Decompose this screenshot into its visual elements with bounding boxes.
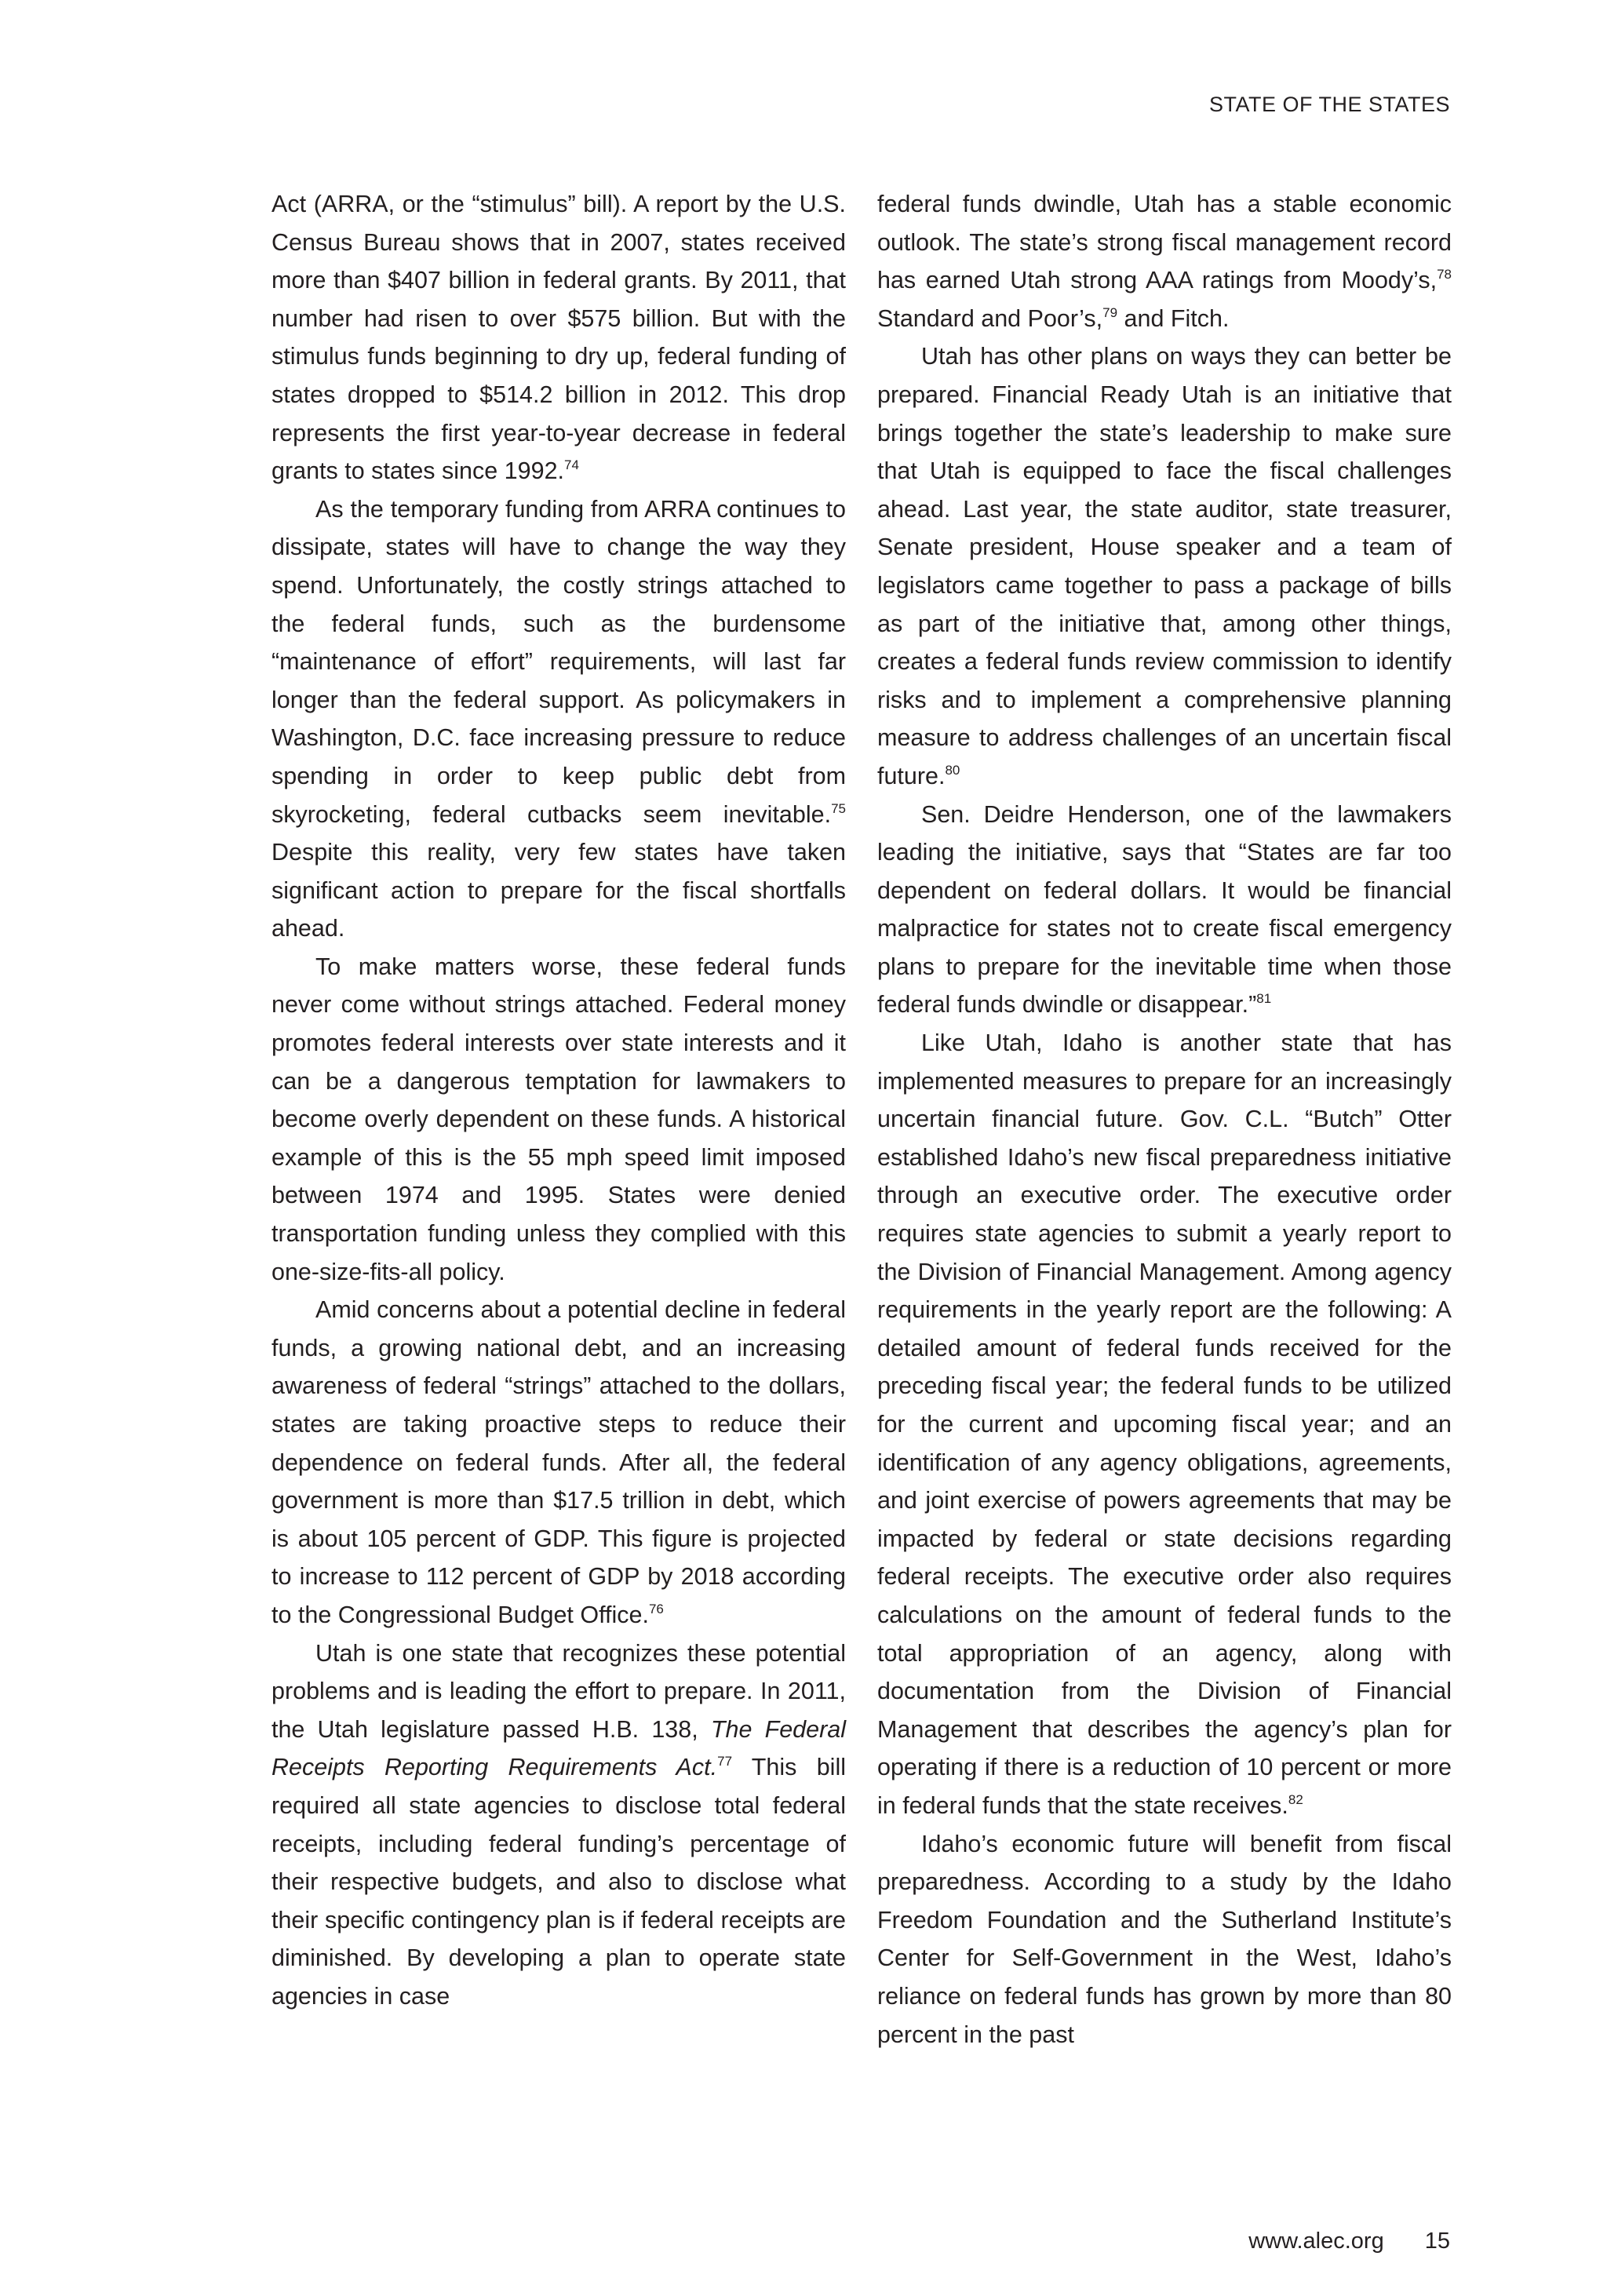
running-header: STATE OF THE STATES [1208,93,1450,116]
paragraph: federal funds dwindle, Utah has a stable economic outlook. The state’s strong fiscal management record has earned Utah strong AAA ratings from Moody’s,$^{78}$ Standard and Poor’s,$^{79}$ and Fitch. [877,191,1452,332]
paragraph: Utah is one state that recognizes these potential problems and is leading the effort to prepare. In 2011, the Utah legislature passed H.B. 138, The Federal Receipts Reporting Requirements Act.$^{77}$ This bill required all state agencies to disclose total federal receipts, including federal funding’s percentage of their respective budgets, and also to disclose what their specific contingency plan is if federal receipts are diminished. By developing a plan to operate state agencies in case [271,1639,847,2010]
paragraph: Act (ARRA, or the “stimulus” bill). A report by the U.S. Census Bureau shows that in 2007, states received more than $407 billion in federal grants. By 2011, that number had risen to over $575 billion. But with the stimulus funds beginning to dry up, federal funding of states dropped to $514.2 billion in 2012. This drop represents the first year-to-year decrease in federal grants to states since 1992.74 [271,191,846,485]
right-column [877,185,1452,2054]
footnote-ref: 74 [564,457,579,473]
footnote-ref: 75 [831,800,846,816]
paragraph: Idaho’s economic future will benefit from fiscal preparedness. According to a study by the Idaho Freedom Foundation and the Sutherland Institute’s Center for Self-Government in the West, Idaho’s reliance on federal funds has grown by more than 80 percent in the past [877,1830,1452,2048]
left-column [271,185,846,2016]
page-footer [1248,2229,1450,2254]
paragraph: Like Utah, Idaho is another state that has implemented measures to prepare for an increasingly uncertain financial future. Gov. C.L. “Butch” Otter established Idaho’s new fiscal preparedness initiative through an executive order. The executive order requires state agencies to submit a yearly report to the Division of Financial Management. Among agency requirements in the yearly report are the following: A detailed amount of federal funds received for the preceding fiscal year; the federal funds to be utilized for the current and upcoming fiscal year; and an identification of any agency obligations, agreements, and joint exercise of powers agreements that may be impacted by federal or state decisions regarding federal receipts. The executive order also requires calculations on the amount of federal funds to the total appropriation of an agency, along with documentation from the Division of Financial Management that describes the agency’s plan for operating if there is a reduction of 10 percent or more in federal funds that the state receives.$^{82}$ [877,1030,1452,1819]
footnote-ref: 81 [1256,991,1272,1007]
paragraph: Sen. Deidre Henderson, one of the lawmakers leading the initiative, says that “States are far too dependent on federal dollars. It would be financial malpractice for states not to create fiscal emergency plans to prepare for the inevitable time when those federal funds dwindle or disappear.”$^{81}$ [877,800,1452,1019]
footnote-ref: 76 [648,1601,664,1616]
footnote-ref: 80 [945,762,960,778]
paragraph: To make matters worse, these federal funds never come without strings attached. Federal money promotes federal interests over state interests and it can be a dangerous temptation for lawmakers to become overly dependent on these funds. A historical example of this is the 55 mph speed limit imposed between 1974 and 1995. States were denied transportation funding unless they complied with this one-size-fits-all policy. [271,953,846,1285]
paragraph: As the temporary funding from ARRA continues to dissipate, states will have to change the way they spend. Unfortunately, the costly strings attached to the federal funds, such as the burdensome “maintenance of effort” requirements, will last far longer than the federal support. As policymakers in Washington, D.C. face increasing pressure to reduce spending in order to keep public debt from skyrocketing, federal cutbacks seem inevitable.$^{75}$ Despite this reality, very few states have taken significant action to prepare for the fiscal shortfalls ahead. [271,495,846,942]
footnote-ref: 79 [1102,304,1118,320]
footer-url: www.alec.org [1248,2229,1384,2254]
act-title: The Federal Receipts Reporting Requirements Act. [271,1715,846,1781]
paragraph: Utah has other plans on ways they can better be prepared. Financial Ready Utah is an initiative that brings together the state’s leadership to make sure that Utah is equipped to face the fiscal challenges ahead. Last year, the state auditor, state treasurer, Senate president, House speaker and a team of legislators came together to pass a package of bills as part of the initiative that, among other things, creates a federal funds review commission to identify risks and to implement a comprehensive planning measure to address challenges of an uncertain fiscal future.$^{80}$ [877,343,1452,789]
page-number: 15 [1424,2229,1450,2254]
footnote-ref: 82 [1288,1791,1303,1807]
footnote-ref: 77 [717,1754,733,1769]
paragraph: Amid concerns about a potential decline in federal funds, a growing national debt, and an increasing awareness of federal “strings” attached to the dollars, states are taking proactive steps to reduce their dependence on federal funds. After all, the federal government is more than $17.5 trillion in debt, which is about 105 percent of GDP. This figure is projected to increase to 112 percent of GDP by 2018 according to the Congressional Budget Office.$^{76}$ [271,1296,846,1628]
footnote-ref: 78 [1437,267,1452,282]
